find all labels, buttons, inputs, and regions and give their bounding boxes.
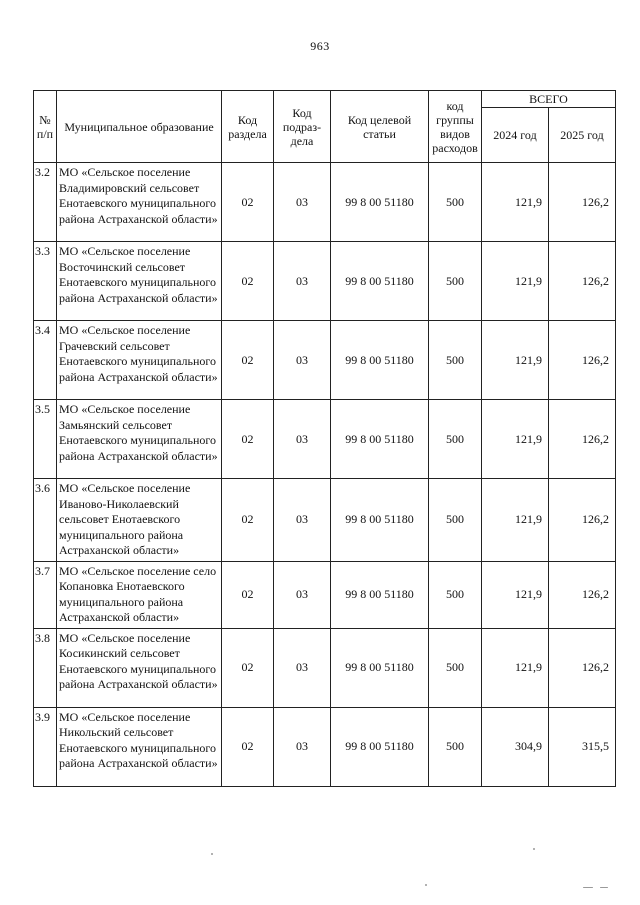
scan-speck (600, 887, 608, 888)
amount-2024: 121,9 (482, 628, 549, 707)
amount-2025: 126,2 (549, 400, 616, 479)
row-number: 3.5 (34, 400, 57, 479)
section-code: 02 (222, 242, 274, 321)
header-target: Код целевой статьи (331, 91, 429, 163)
municipality-name: МО «Сельское поселение Замьянский сельсовет Енотаевского муниципального района Астраханской области» (57, 400, 222, 479)
amount-2025: 126,2 (549, 163, 616, 242)
target-code: 99 8 00 51180 (331, 707, 429, 786)
subsection-code: 03 (274, 479, 331, 562)
municipality-name: МО «Сельское поселение Иваново-Николаевский сельсовет Енотаевского муниципального района Астраханской области» (57, 479, 222, 562)
table-row (34, 242, 616, 321)
target-code: 99 8 00 51180 (331, 163, 429, 242)
expense-group-code: 500 (429, 242, 482, 321)
target-code: 99 8 00 51180 (331, 321, 429, 400)
section-code: 02 (222, 321, 274, 400)
expense-group-code: 500 (429, 163, 482, 242)
target-code: 99 8 00 51180 (331, 561, 429, 628)
row-number: 3.3 (34, 242, 57, 321)
section-code: 02 (222, 628, 274, 707)
row-number: 3.2 (34, 163, 57, 242)
subsection-code: 03 (274, 163, 331, 242)
subsection-code: 03 (274, 628, 331, 707)
row-number: 3.4 (34, 321, 57, 400)
amount-2024: 121,9 (482, 561, 549, 628)
municipality-name: МО «Сельское поселение Косикинский сельсовет Енотаевского муниципального района Астраханской области» (57, 628, 222, 707)
budget-table (33, 90, 616, 787)
amount-2025: 126,2 (549, 628, 616, 707)
table-row (34, 321, 616, 400)
amount-2025: 126,2 (549, 242, 616, 321)
header-expense: код группы видов расходов (429, 91, 482, 163)
amount-2024: 121,9 (482, 400, 549, 479)
table-row (34, 561, 616, 628)
table-row (34, 707, 616, 786)
target-code: 99 8 00 51180 (331, 400, 429, 479)
amount-2025: 126,2 (549, 321, 616, 400)
amount-2025: 126,2 (549, 561, 616, 628)
scan-speck (425, 884, 427, 886)
amount-2024: 304,9 (482, 707, 549, 786)
row-number: 3.9 (34, 707, 57, 786)
table-header (34, 91, 616, 163)
scan-speck (583, 887, 593, 888)
municipality-name: МО «Сельское поселение Владимировский сельсовет Енотаевского муниципального района Астраханской области» (57, 163, 222, 242)
target-code: 99 8 00 51180 (331, 628, 429, 707)
amount-2025: 126,2 (549, 479, 616, 562)
scan-speck (211, 853, 213, 855)
section-code: 02 (222, 400, 274, 479)
amount-2024: 121,9 (482, 321, 549, 400)
header-num: № п/п (34, 91, 57, 163)
expense-group-code: 500 (429, 321, 482, 400)
header-subsection: Код подраз-дела (274, 91, 331, 163)
row-number: 3.8 (34, 628, 57, 707)
municipality-name: МО «Сельское поселение Никольский сельсовет Енотаевского муниципального района Астраханской области» (57, 707, 222, 786)
section-code: 02 (222, 707, 274, 786)
header-year-2024: 2024 год (482, 108, 549, 163)
amount-2024: 121,9 (482, 163, 549, 242)
subsection-code: 03 (274, 321, 331, 400)
header-name: Муниципальное образование (57, 91, 222, 163)
subsection-code: 03 (274, 561, 331, 628)
amount-2024: 121,9 (482, 479, 549, 562)
expense-group-code: 500 (429, 628, 482, 707)
section-code: 02 (222, 163, 274, 242)
expense-group-code: 500 (429, 400, 482, 479)
table-row (34, 400, 616, 479)
section-code: 02 (222, 561, 274, 628)
municipality-name: МО «Сельское поселение Восточинский сельсовет Енотаевского муниципального района Астраханской области» (57, 242, 222, 321)
scan-speck (533, 848, 535, 850)
municipality-name: МО «Сельское поселение Грачевский сельсовет Енотаевского муниципального района Астраханской области» (57, 321, 222, 400)
municipality-name: МО «Сельское поселение село Копановка Енотаевского муниципального района Астраханской области» (57, 561, 222, 628)
expense-group-code: 500 (429, 707, 482, 786)
table-row (34, 628, 616, 707)
section-code: 02 (222, 479, 274, 562)
target-code: 99 8 00 51180 (331, 479, 429, 562)
header-year-2025: 2025 год (549, 108, 616, 163)
header-section: Код раздела (222, 91, 274, 163)
expense-group-code: 500 (429, 479, 482, 562)
table-row (34, 479, 616, 562)
header-total: ВСЕГО (482, 91, 616, 108)
amount-2024: 121,9 (482, 242, 549, 321)
subsection-code: 03 (274, 242, 331, 321)
page-number: 963 (310, 39, 330, 53)
target-code: 99 8 00 51180 (331, 242, 429, 321)
subsection-code: 03 (274, 707, 331, 786)
row-number: 3.6 (34, 479, 57, 562)
row-number: 3.7 (34, 561, 57, 628)
amount-2025: 315,5 (549, 707, 616, 786)
table-body (34, 163, 616, 787)
expense-group-code: 500 (429, 561, 482, 628)
table-row (34, 163, 616, 242)
subsection-code: 03 (274, 400, 331, 479)
